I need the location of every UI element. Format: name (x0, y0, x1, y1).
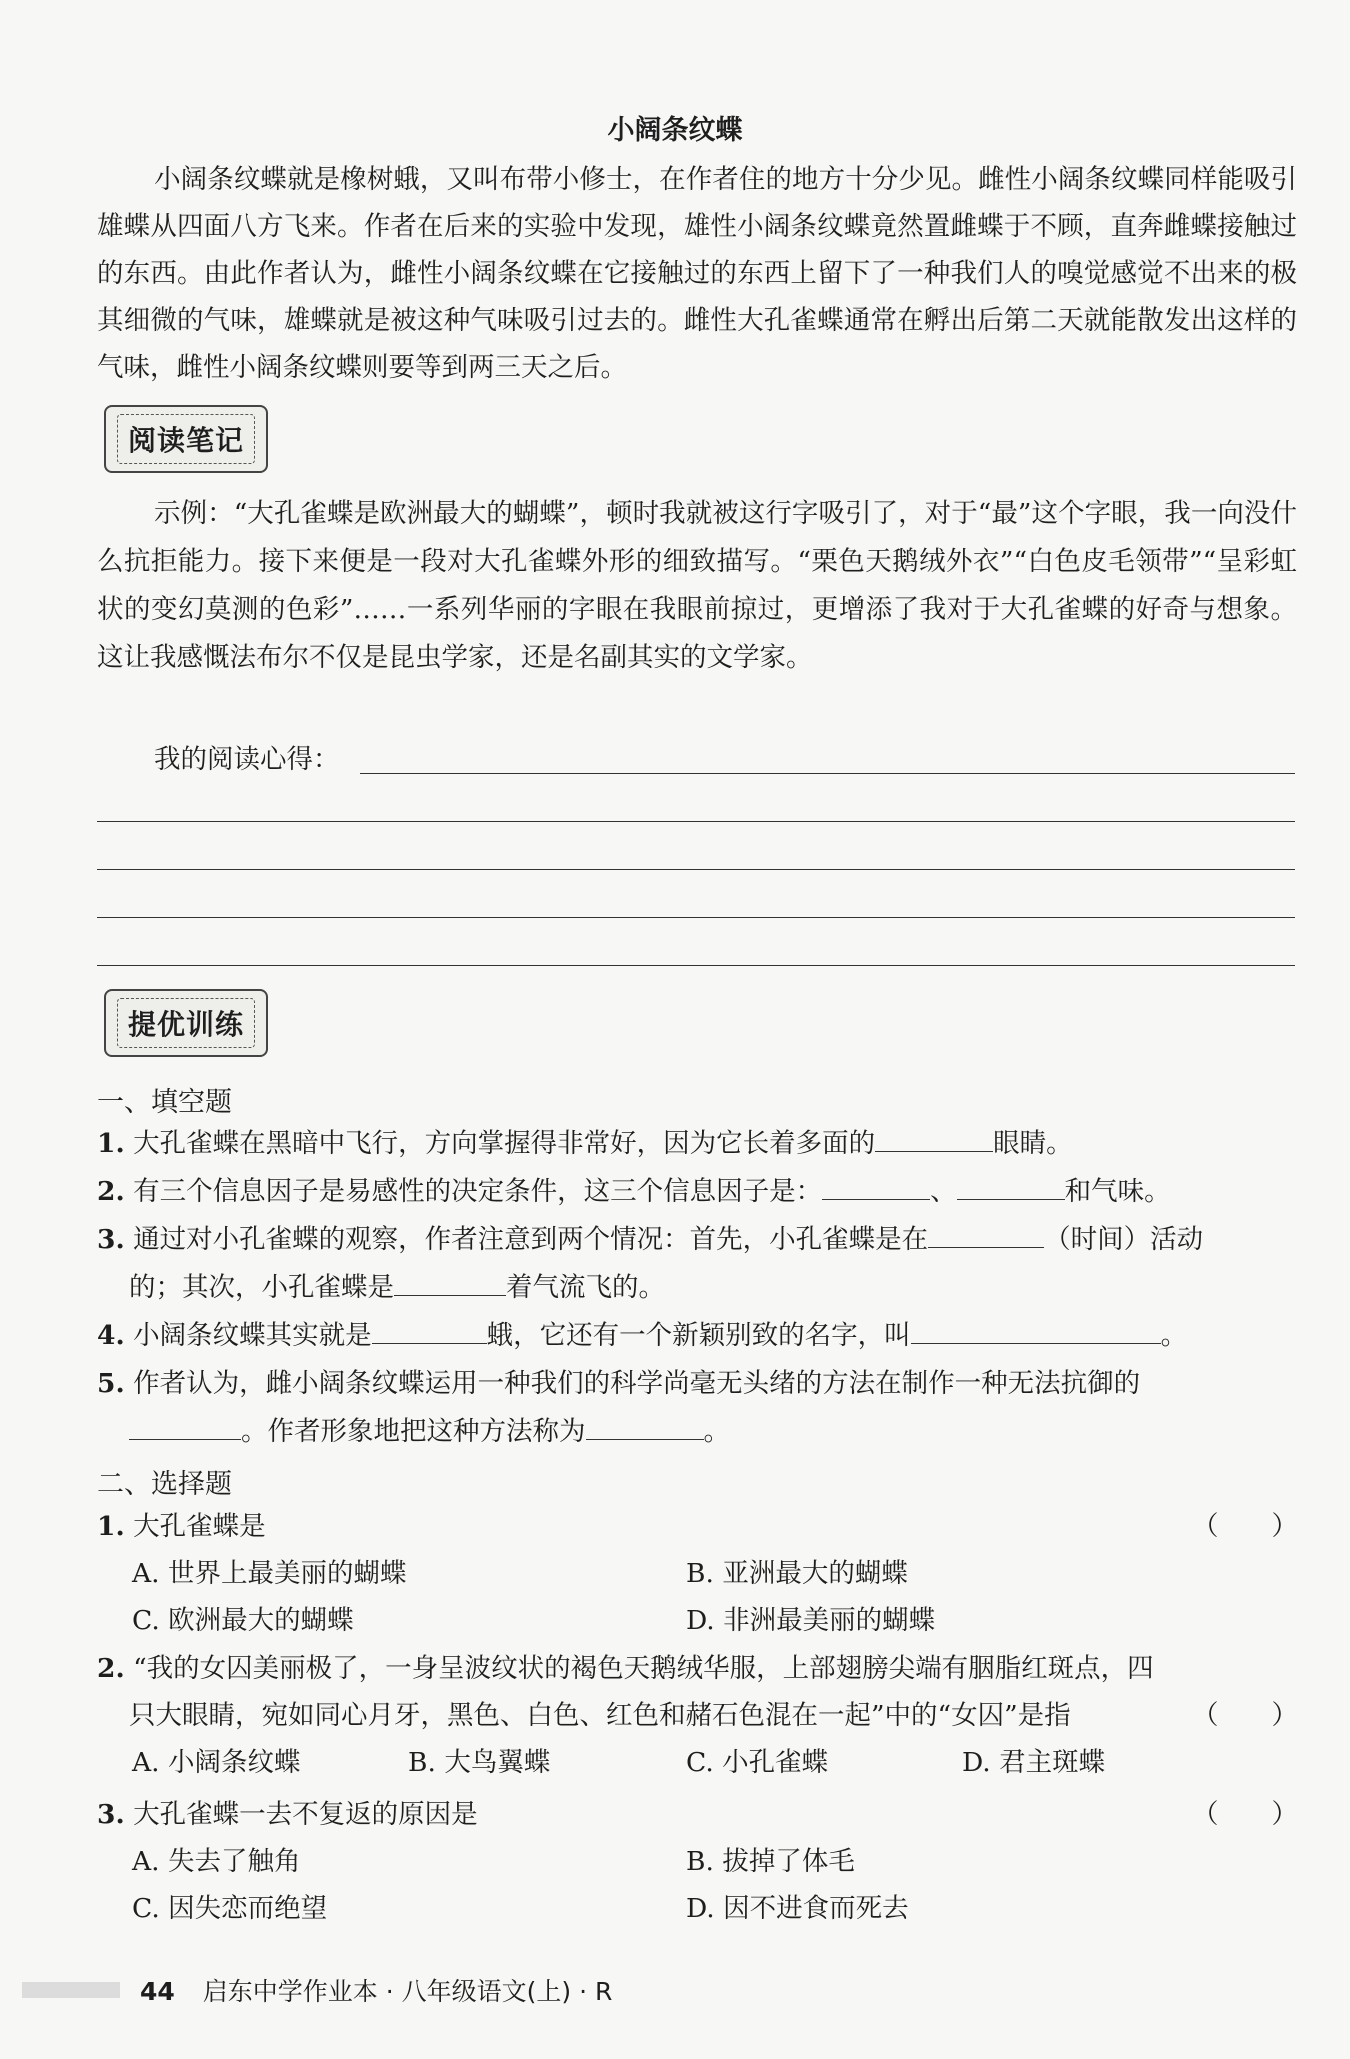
answer-blank[interactable] (822, 1177, 930, 1200)
answer-paren-3[interactable]: （ ） (1192, 1799, 1298, 1830)
choice-question-2-cont: 只大眼睛，宛如同心月牙，黑色、白色、红色和赭石色混在一起”中的“女囚”是指 (129, 1700, 1071, 1731)
notes-example: 示例：“大孔雀蝶是欧洲最大的蝴蝶”，顿时我就被这行字吸引了，对于“最”这个字眼，我一向没什么抗拒能力。接下来便是一段对大孔雀蝶外形的细致描写。“栗色天鹅绒外衣”“白色皮毛领带”“呈彩虹状的变幻莫测的色彩”……一系列华丽的字眼在我眼前掠过，更增添了我对于大孔雀蝶的好奇与想象。这让我感慨法布尔不仅是昆虫学家，还是名副其实的文学家。 (97, 498, 1297, 673)
option-2a[interactable]: A. 小阔条纹蝶 (132, 1747, 301, 1778)
answer-blank[interactable] (928, 1225, 1044, 1248)
fill-question-3-cont: 的；其次，小孔雀蝶是 着气流飞的。 (129, 1272, 665, 1303)
reading-notes-badge (104, 405, 268, 473)
answer-blank[interactable] (911, 1321, 1161, 1344)
fill-question-4: 4. 小阔条纹蝶其实就是 蛾，它还有一个新颖别致的名字，叫 。 (97, 1320, 1188, 1351)
option-1a[interactable]: A. 世界上最美丽的蝴蝶 (132, 1558, 407, 1589)
option-1c[interactable]: C. 欧洲最大的蝴蝶 (132, 1605, 354, 1636)
passage-title: 小阔条纹蝶 (607, 115, 743, 146)
option-3a[interactable]: A. 失去了触角 (132, 1846, 301, 1877)
option-2b[interactable]: B. 大鸟翼蝶 (408, 1747, 551, 1778)
intro-paragraph: 小阔条纹蝶就是橡树蛾，又叫布带小修士，在作者住的地方十分少见。雌性小阔条纹蝶同样能吸引雄蝶从四面八方飞来。作者在后来的实验中发现，雄性小阔条纹蝶竟然置雌蝶于不顾，直奔雌蝶接触过的东西。由此作者认为，雌性小阔条纹蝶在它接触过的东西上留下了一种我们人的嗅觉感觉不出来的极其细微的气味，雄蝶就是被这种气味吸引过去的。雌性大孔雀蝶通常在孵出后第二天就能散发出这样的气味，雌性小阔条纹蝶则要等到两三天之后。 (97, 164, 1297, 383)
option-3d[interactable]: D. 因不进食而死去 (686, 1893, 909, 1924)
option-2d[interactable]: D. 君主斑蝶 (962, 1747, 1106, 1778)
choice-question-1: 1. 大孔雀蝶是 (97, 1511, 266, 1542)
footer-decoration (22, 1982, 120, 1998)
answer-paren-1[interactable]: （ ） (1192, 1511, 1298, 1542)
fill-question-5-cont: 。作者形象地把这种方法称为 。 (129, 1408, 1339, 1455)
practice-badge (104, 989, 268, 1057)
option-1b[interactable]: B. 亚洲最大的蝴蝶 (686, 1558, 908, 1589)
answer-blank[interactable] (129, 1417, 241, 1440)
answer-blank[interactable] (875, 1129, 993, 1152)
choice-question-2: 2. “我的女囚美丽极了，一身呈波纹状的褐色天鹅绒华服，上部翅膀尖端有胭脂红斑点，四 (97, 1653, 1154, 1684)
option-3b[interactable]: B. 拔掉了体毛 (686, 1846, 855, 1877)
choice-question-3: 3. 大孔雀蝶一去不复返的原因是 (97, 1799, 478, 1830)
notes-line-5[interactable] (97, 965, 1295, 966)
fill-heading: 一、填空题 (97, 1087, 232, 1118)
notes-line-4[interactable] (97, 917, 1295, 918)
book-title: 启东中学作业本 · 八年级语文(上) · R (202, 1977, 613, 2006)
fill-question-5: 5. 作者认为，雌小阔条纹蝶运用一种我们的科学尚毫无头绪的方法在制作一种无法抗御的 (97, 1368, 1141, 1399)
answer-blank[interactable] (372, 1321, 487, 1344)
page-number: 44 (140, 1977, 175, 2006)
option-3c[interactable]: C. 因失恋而绝望 (132, 1893, 328, 1924)
answer-blank[interactable] (586, 1417, 704, 1440)
notes-line-2[interactable] (97, 821, 1295, 822)
practice-badge-label: 提优训练 (117, 998, 255, 1048)
reading-notes-badge-label: 阅读笔记 (117, 414, 255, 464)
option-2c[interactable]: C. 小孔雀蝶 (686, 1747, 829, 1778)
notes-line-1[interactable] (360, 773, 1295, 774)
notes-line-3[interactable] (97, 869, 1295, 870)
answer-blank[interactable] (957, 1177, 1065, 1200)
answer-paren-2[interactable]: （ ） (1192, 1700, 1298, 1731)
choice-heading: 二、选择题 (97, 1469, 232, 1500)
answer-blank[interactable] (394, 1273, 506, 1296)
fill-question-1: 1. 大孔雀蝶在黑暗中飞行，方向掌握得非常好，因为它长着多面的 眼睛。 (97, 1128, 1073, 1159)
option-1d[interactable]: D. 非洲最美丽的蝴蝶 (686, 1605, 936, 1636)
fill-question-3: 3. 通过对小孔雀蝶的观察，作者注意到两个情况：首先，小孔雀蝶是在 （时间）活动 (97, 1224, 1204, 1255)
fill-question-2: 2. 有三个信息因子是易感性的决定条件，这三个信息因子是： 、 和气味。 (97, 1176, 1171, 1207)
my-notes-label: 我的阅读心得： (154, 744, 340, 775)
page-footer (140, 1972, 612, 2008)
